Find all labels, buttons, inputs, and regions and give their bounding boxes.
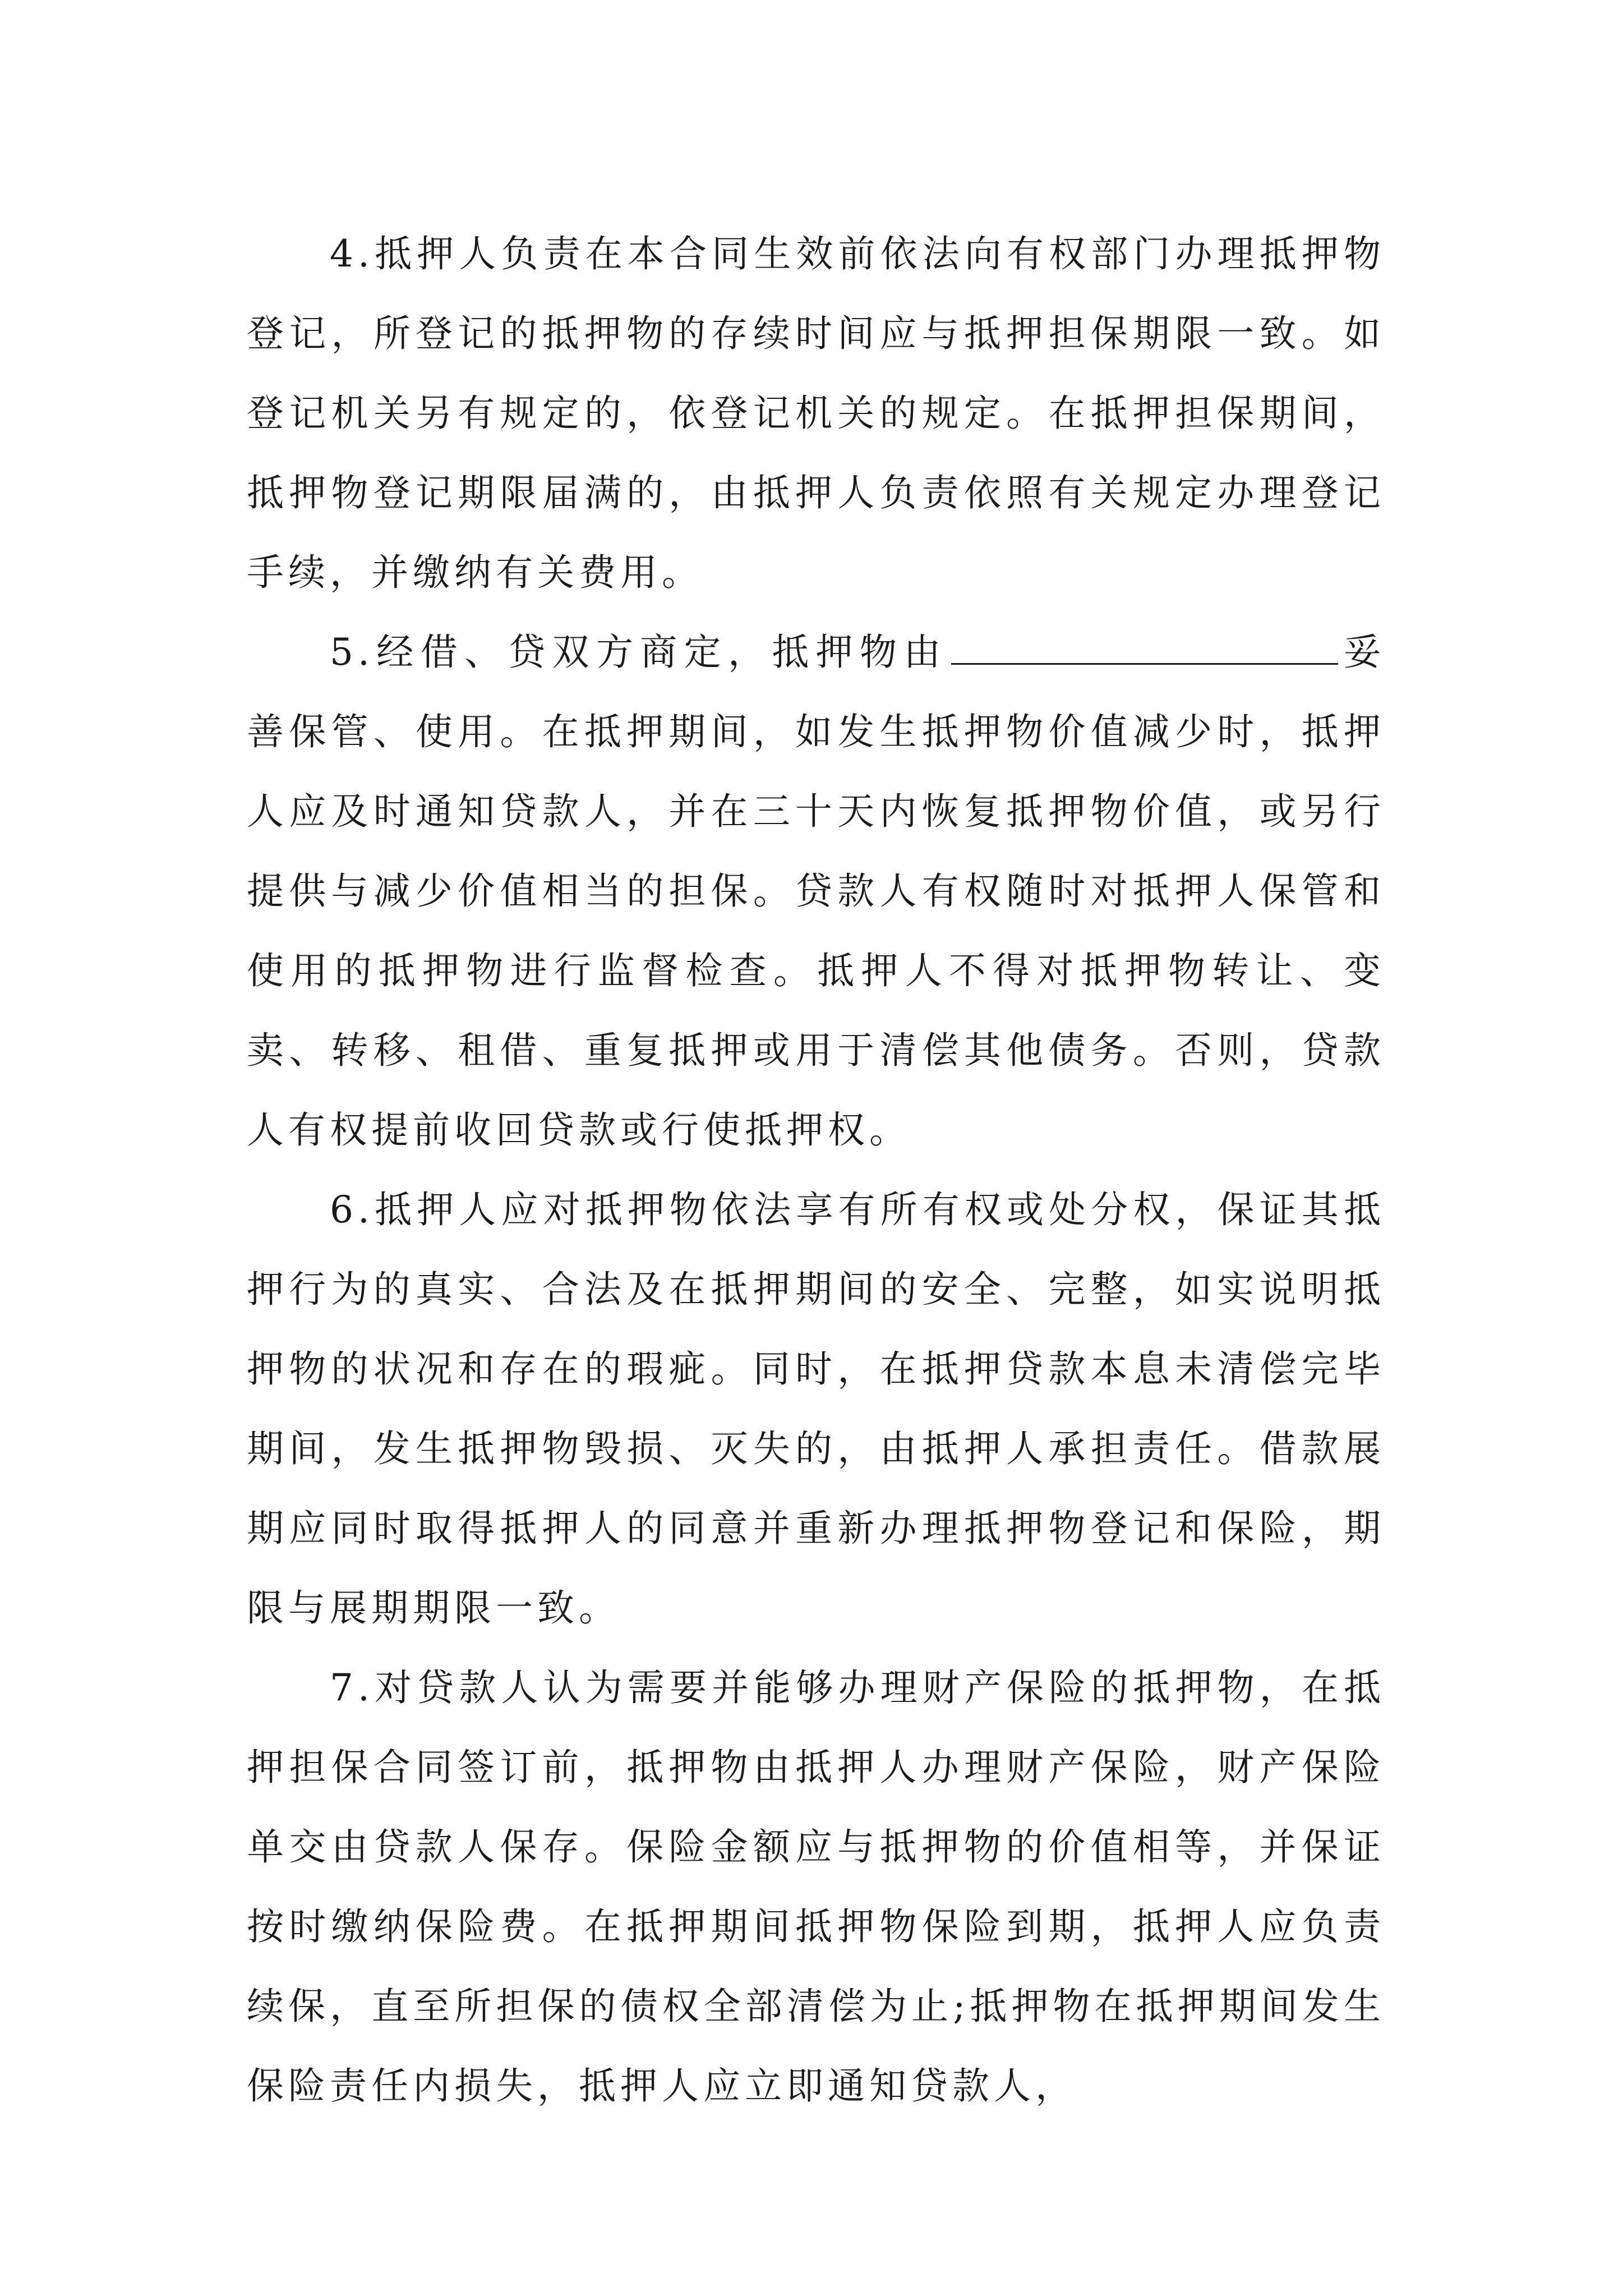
clause-5-text-after: 妥善保管、使用。在抵押期间，如发生抵押物价值减少时，抵押人应及时通知贷款人，并在三十天内恢复抵押物价值，或另行提供与减少价值相当的担保。贷款人有权随时对抵押人保管和使用的抵押物进行监督检查。抵押人不得对抵押物转让、变卖、转移、租借、重复抵押或用于清偿其他债务。否则，贷款人有权提前收回贷款或行使抵押权。 [247, 631, 1385, 1152]
clause-5 [247, 613, 1385, 1170]
custodian-blank-line [951, 629, 1338, 665]
clause-7 [247, 1648, 1385, 2126]
clause-4-text: 4.抵押人负责在本合同生效前依法向有权部门办理抵押物登记，所登记的抵押物的存续时间应与抵押担保期限一致。如登记机关另有规定的，依登记机关的规定。在抵押担保期间，抵押物登记期限届满的，由抵押人负责依照有关规定办理登记手续，并缴纳有关费用。 [247, 232, 1385, 594]
contract-body [247, 214, 1385, 2126]
clause-4 [247, 214, 1385, 613]
clause-7-text: 7.对贷款人认为需要并能够办理财产保险的抵押物，在抵押担保合同签订前，抵押物由抵押人办理财产保险，财产保险单交由贷款人保存。保险金额应与抵押物的价值相等，并保证按时缴纳保险费。在抵押期间抵押物保险到期，抵押人应负责续保，直至所担保的债权全部清偿为止;抵押物在抵押期间发生保险责任内损失，抵押人应立即通知贷款人， [247, 1666, 1385, 2108]
clause-6-text: 6.抵押人应对抵押物依法享有所有权或处分权，保证其抵押行为的真实、合法及在抵押期间的安全、完整，如实说明抵押物的状况和存在的瑕疵。同时，在抵押贷款本息未清偿完毕期间，发生抵押物毁损、灭失的，由抵押人承担责任。借款展期应同时取得抵押人的同意并重新办理抵押物登记和保险，期限与展期期限一致。 [247, 1188, 1385, 1630]
clause-6 [247, 1170, 1385, 1648]
clause-5-text-before: 5.经借、贷双方商定，抵押物由 [330, 631, 948, 674]
